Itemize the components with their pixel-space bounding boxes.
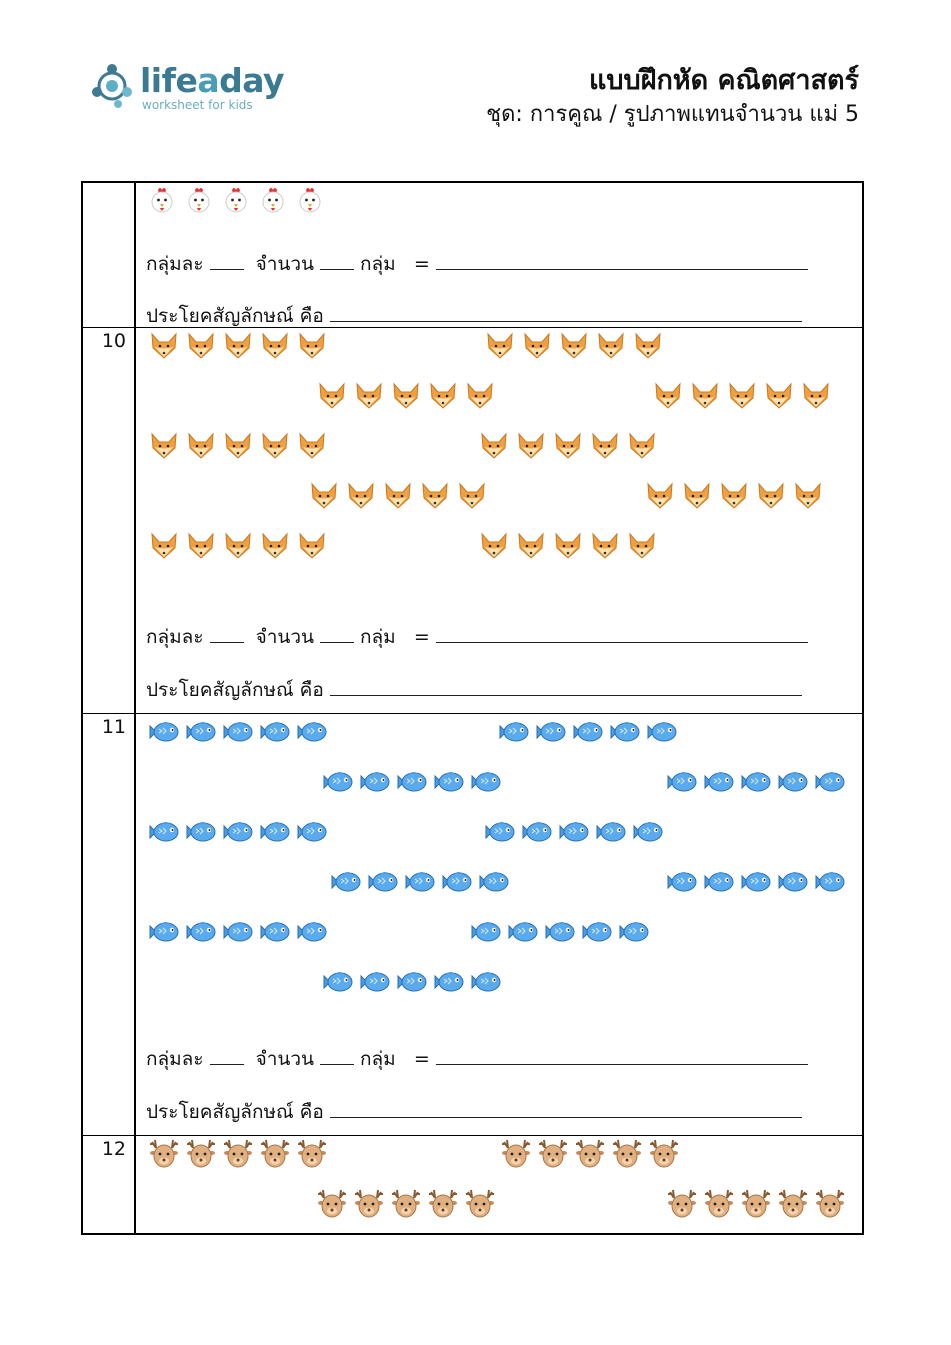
- fish-icon: [535, 716, 567, 748]
- fox-icon: [345, 480, 377, 512]
- reindeer-icon: [222, 1138, 254, 1170]
- icon-group: [666, 766, 846, 800]
- icon-group: [148, 716, 328, 750]
- fox-icon: [296, 530, 328, 562]
- exercise-content: [136, 1136, 862, 1233]
- logo-molecule-icon: [88, 62, 136, 110]
- fish-icon: [185, 716, 217, 748]
- fish-icon: [470, 966, 502, 998]
- reindeer-icon: [296, 1138, 328, 1170]
- icon-group: [484, 330, 664, 364]
- reindeer-icon: [353, 1188, 385, 1220]
- icon-group: [484, 816, 664, 850]
- fox-icon: [521, 330, 553, 362]
- fish-icon: [703, 766, 735, 798]
- reindeer-icon: [666, 1188, 698, 1220]
- reindeer-icon: [648, 1138, 680, 1170]
- reindeer-icon: [185, 1138, 217, 1170]
- sentence-blank[interactable]: [330, 305, 802, 322]
- fox-icon: [652, 380, 684, 412]
- fox-icon: [316, 380, 348, 412]
- fox-icon: [222, 430, 254, 462]
- fox-icon: [185, 330, 217, 362]
- fish-icon: [777, 766, 809, 798]
- fox-icon: [382, 480, 414, 512]
- fox-icon: [296, 330, 328, 362]
- fish-icon: [666, 766, 698, 798]
- sentence-question: ประโยคสัญลักษณ์ คือ: [146, 1097, 808, 1127]
- icon-group: [644, 480, 824, 514]
- icon-group: [146, 186, 326, 220]
- brand-logo: [88, 60, 288, 120]
- icon-group: [322, 766, 502, 800]
- fox-icon: [726, 380, 758, 412]
- icon-group: [316, 1188, 496, 1222]
- fox-icon: [552, 430, 584, 462]
- page-subtitle: ชุด: การคูณ / รูปภาพแทนจำนวน แม่ 5: [486, 102, 859, 127]
- fish-icon: [777, 866, 809, 898]
- fox-icon: [222, 530, 254, 562]
- fish-icon: [595, 816, 627, 848]
- group-count-blank[interactable]: [320, 626, 354, 643]
- fox-icon: [222, 330, 254, 362]
- fish-icon: [646, 716, 678, 748]
- icon-group: [330, 866, 510, 900]
- sentence-blank[interactable]: [330, 679, 802, 696]
- fox-icon: [589, 430, 621, 462]
- chicken-icon: [220, 186, 252, 218]
- exercise-number: [83, 183, 136, 327]
- group-count-blank[interactable]: [320, 253, 354, 270]
- fish-icon: [148, 716, 180, 748]
- exercise-row: [83, 328, 862, 714]
- fish-icon: [581, 916, 613, 948]
- fox-icon: [464, 380, 496, 412]
- reindeer-icon: [740, 1188, 772, 1220]
- fish-icon: [558, 816, 590, 848]
- chicken-icon: [146, 186, 178, 218]
- fish-icon: [618, 916, 650, 948]
- exercise-row: [83, 183, 862, 328]
- reindeer-icon: [814, 1188, 846, 1220]
- fish-icon: [740, 866, 772, 898]
- chicken-icon: [257, 186, 289, 218]
- chicken-icon: [183, 186, 215, 218]
- grouping-question: กลุ่มละ จำนวน กลุ่ม =: [146, 249, 814, 279]
- fish-icon: [259, 816, 291, 848]
- reindeer-icon: [611, 1138, 643, 1170]
- fox-icon: [515, 430, 547, 462]
- fish-icon: [259, 916, 291, 948]
- fish-icon: [296, 716, 328, 748]
- fish-icon: [441, 866, 473, 898]
- logo-tagline: worksheet for kids: [142, 98, 253, 112]
- reindeer-icon: [537, 1138, 569, 1170]
- reindeer-icon: [464, 1188, 496, 1220]
- fox-icon: [763, 380, 795, 412]
- reindeer-icon: [259, 1138, 291, 1170]
- fish-icon: [609, 716, 641, 748]
- fox-icon: [259, 430, 291, 462]
- fox-icon: [515, 530, 547, 562]
- total-blank[interactable]: [436, 253, 808, 270]
- exercise-number: 10: [83, 328, 136, 713]
- fish-icon: [222, 816, 254, 848]
- fox-icon: [259, 530, 291, 562]
- fox-icon: [308, 480, 340, 512]
- fish-icon: [222, 916, 254, 948]
- sentence-question: ประโยคสัญลักษณ์ คือ: [146, 675, 808, 705]
- fish-icon: [470, 916, 502, 948]
- icon-group: [316, 380, 496, 414]
- sentence-question: ประโยคสัญลักษณ์ คือ: [146, 301, 808, 331]
- fox-icon: [632, 330, 664, 362]
- fish-icon: [359, 766, 391, 798]
- fish-icon: [367, 866, 399, 898]
- fox-icon: [148, 530, 180, 562]
- icon-group: [498, 716, 678, 750]
- group-count-blank[interactable]: [320, 1048, 354, 1065]
- fish-icon: [148, 816, 180, 848]
- fish-icon: [544, 916, 576, 948]
- fox-icon: [626, 530, 658, 562]
- fox-icon: [800, 380, 832, 412]
- icon-group: [322, 966, 502, 1000]
- fish-icon: [222, 716, 254, 748]
- fish-icon: [396, 766, 428, 798]
- fox-icon: [185, 530, 217, 562]
- fish-icon: [359, 966, 391, 998]
- fox-icon: [427, 380, 459, 412]
- fox-icon: [296, 430, 328, 462]
- fish-icon: [322, 766, 354, 798]
- fox-icon: [353, 380, 385, 412]
- fish-icon: [484, 816, 516, 848]
- sentence-blank[interactable]: [330, 1101, 802, 1118]
- fish-icon: [330, 866, 362, 898]
- fish-icon: [572, 716, 604, 748]
- exercise-row: [83, 714, 862, 1136]
- fox-icon: [456, 480, 488, 512]
- grouping-question: กลุ่มละ จำนวน กลุ่ม =: [146, 1044, 814, 1074]
- fish-icon: [703, 866, 735, 898]
- fox-icon: [478, 430, 510, 462]
- chicken-icon: [294, 186, 326, 218]
- icon-group: [500, 1138, 680, 1172]
- grouping-question: กลุ่มละ จำนวน กลุ่ม =: [146, 622, 814, 652]
- fish-icon: [498, 716, 530, 748]
- icon-group: [148, 916, 328, 950]
- per-group-blank[interactable]: [210, 1048, 244, 1065]
- fish-icon: [814, 866, 846, 898]
- fox-icon: [185, 430, 217, 462]
- fish-icon: [404, 866, 436, 898]
- icon-group: [652, 380, 832, 414]
- fish-icon: [185, 816, 217, 848]
- fox-icon: [689, 380, 721, 412]
- fish-icon: [740, 766, 772, 798]
- fish-icon: [470, 766, 502, 798]
- fox-icon: [589, 530, 621, 562]
- fish-icon: [185, 916, 217, 948]
- icon-group: [308, 480, 488, 514]
- reindeer-icon: [500, 1138, 532, 1170]
- fish-icon: [433, 766, 465, 798]
- fish-icon: [296, 916, 328, 948]
- fox-icon: [390, 380, 422, 412]
- per-group-blank[interactable]: [210, 626, 244, 643]
- exercise-content: [136, 183, 862, 327]
- icon-group: [478, 430, 658, 464]
- fox-icon: [792, 480, 824, 512]
- total-blank[interactable]: [436, 1048, 808, 1065]
- fish-icon: [148, 916, 180, 948]
- exercise-number: 12: [83, 1136, 136, 1233]
- fish-icon: [296, 816, 328, 848]
- fox-icon: [148, 430, 180, 462]
- fox-icon: [552, 530, 584, 562]
- total-blank[interactable]: [436, 626, 808, 643]
- fox-icon: [718, 480, 750, 512]
- per-group-blank[interactable]: [210, 253, 244, 270]
- fox-icon: [419, 480, 451, 512]
- fox-icon: [644, 480, 676, 512]
- reindeer-icon: [574, 1138, 606, 1170]
- icon-group: [470, 916, 650, 950]
- fox-icon: [681, 480, 713, 512]
- fox-icon: [259, 330, 291, 362]
- fish-icon: [632, 816, 664, 848]
- fish-icon: [507, 916, 539, 948]
- reindeer-icon: [777, 1188, 809, 1220]
- fox-icon: [484, 330, 516, 362]
- icon-group: [148, 816, 328, 850]
- fish-icon: [259, 716, 291, 748]
- fox-icon: [478, 530, 510, 562]
- icon-group: [148, 430, 328, 464]
- icon-group: [478, 530, 658, 564]
- reindeer-icon: [427, 1188, 459, 1220]
- icon-group: [148, 530, 328, 564]
- reindeer-icon: [390, 1188, 422, 1220]
- fox-icon: [148, 330, 180, 362]
- fish-icon: [814, 766, 846, 798]
- exercise-content: [136, 328, 862, 713]
- fish-icon: [433, 966, 465, 998]
- icon-group: [666, 1188, 846, 1222]
- reindeer-icon: [148, 1138, 180, 1170]
- fish-icon: [666, 866, 698, 898]
- worksheet-table: [81, 181, 864, 1235]
- icon-group: [666, 866, 846, 900]
- fox-icon: [755, 480, 787, 512]
- fish-icon: [521, 816, 553, 848]
- fish-icon: [322, 966, 354, 998]
- fox-icon: [626, 430, 658, 462]
- fish-icon: [396, 966, 428, 998]
- exercise-row: [83, 1136, 862, 1233]
- exercise-content: [136, 714, 862, 1135]
- reindeer-icon: [703, 1188, 735, 1220]
- icon-group: [148, 1138, 328, 1172]
- fox-icon: [595, 330, 627, 362]
- exercise-number: 11: [83, 714, 136, 1135]
- icon-group: [148, 330, 328, 364]
- fish-icon: [478, 866, 510, 898]
- logo-wordmark: lifeaday: [140, 61, 285, 100]
- fox-icon: [558, 330, 590, 362]
- reindeer-icon: [316, 1188, 348, 1220]
- page-title: แบบฝึกหัด คณิตศาสตร์: [588, 65, 859, 96]
